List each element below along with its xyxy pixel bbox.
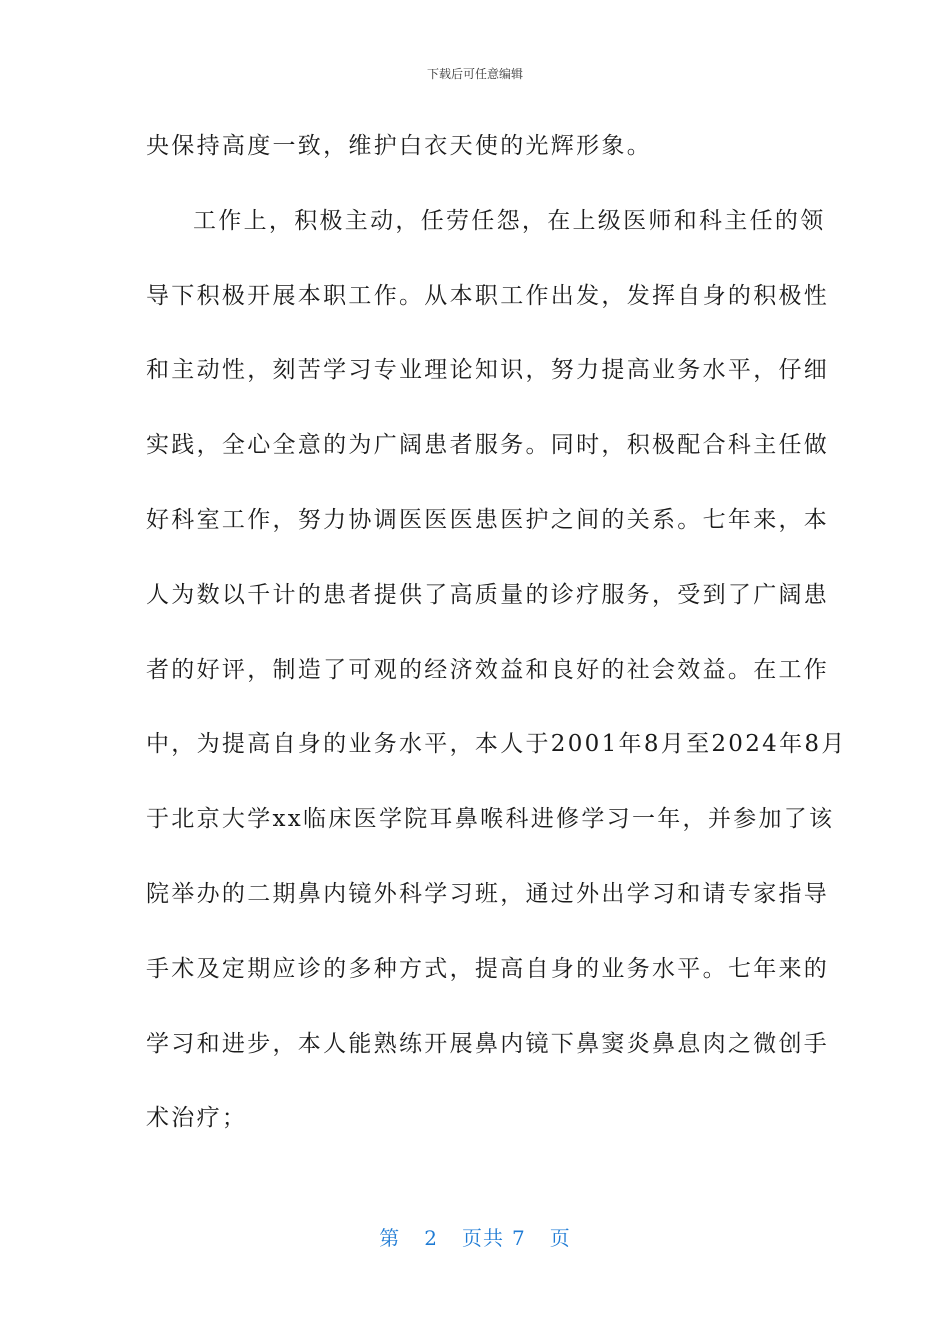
text-line: 于北京大学xx临床医学院耳鼻喉科进修学习一年，并参加了该: [146, 806, 835, 833]
page-header: 下载后可任意编辑: [426, 67, 523, 81]
text-line: 学习和进步，本人能熟练开展鼻内镜下鼻窦炎鼻息肉之微创手: [146, 1030, 830, 1057]
text-line: 者的好评，制造了可观的经济效益和良好的社会效益。在工作: [146, 656, 830, 683]
text-line: 和主动性，刻苦学习专业理论知识，努力提高业务水平，仔细: [146, 357, 830, 384]
text-line: 工作上，积极主动，任劳任怨，在上级医师和科主任的领: [193, 207, 826, 234]
footer-middle: 页共: [462, 1226, 504, 1250]
text-line: 院举办的二期鼻内镜外科学习班，通过外出学习和请专家指导: [146, 880, 830, 907]
text-line: 术治疗；: [146, 1105, 248, 1132]
text-line: 中，为提高自身的业务水平，本人于2001年8月至2024年8月: [146, 731, 847, 758]
footer-suffix: 页: [549, 1226, 571, 1250]
text-line: 手术及定期应诊的多种方式，提高自身的业务水平。七年来的: [146, 955, 830, 982]
text-line: 导下积极开展本职工作。从本职工作出发，发挥自身的积极性: [146, 282, 830, 309]
current-page-number: 2: [424, 1226, 438, 1250]
text-line: 好科室工作，努力协调医医医患医护之间的关系。七年来，本: [146, 506, 830, 533]
text-line: 央保持高度一致，维护白衣天使的光辉形象。: [146, 133, 652, 159]
text-line: 人为数以千计的患者提供了高质量的诊疗服务，受到了广阔患: [146, 581, 830, 608]
footer-prefix: 第: [379, 1226, 401, 1250]
document-body: [146, 122, 847, 1169]
text-line: 实践，全心全意的为广阔患者服务。同时，积极配合科主任做: [146, 432, 830, 459]
page-number-footer: [0, 1224, 950, 1252]
total-pages-number: 7: [512, 1226, 526, 1250]
